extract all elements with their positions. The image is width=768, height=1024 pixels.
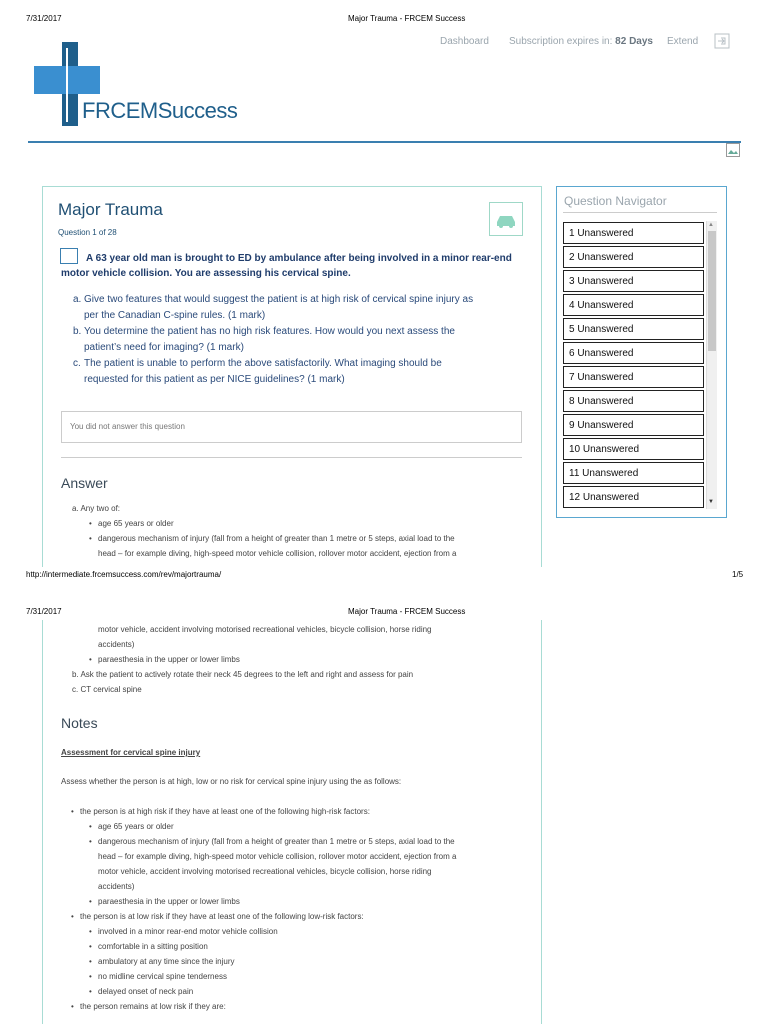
question-line-1: A 63 year old man is brought to ED by ambulance after being involved in a minor rear-end [86,253,512,264]
navigator-item[interactable]: 8 Unanswered [563,390,704,412]
answer-c: c. CT cervical spine [72,685,142,694]
answer-a-bullet-2-cont: head – for example diving, high-speed motor vehicle collision, rollover motor accident, ejection from a [98,549,457,558]
scroll-up-arrow[interactable]: ▲ [708,222,714,228]
car-icon [490,203,522,235]
notes-lr-item: • no midline cervical spine tenderness [98,969,540,984]
scroll-down-arrow[interactable]: ▼ [708,499,714,505]
print-date-p2: 7/31/2017 [26,607,62,616]
notes-hr-item-cont: accidents) [98,882,135,891]
logo-text: FRCEMSuccess [82,98,238,123]
navigator-item[interactable]: 10 Unanswered [563,438,704,460]
question-number: Question 1 of 28 [58,228,117,237]
logo[interactable] [34,42,244,126]
logout-icon[interactable] [714,33,730,49]
notes-lr-item: • delayed onset of neck pain [98,984,540,999]
notes-lr-item: • ambulatory at any time since the injury [98,954,540,969]
print-url: http://intermediate.frcemsuccess.com/rev/majortrauma/ [26,570,222,579]
answer-a-bullet-2-cont2: motor vehicle, accident involving motorised recreational vehicles, bicycle collision, horse riding [98,625,432,634]
flag-car-button[interactable] [489,202,523,236]
broken-image-icon [726,143,740,157]
print-title: Major Trauma - FRCEM Success [348,14,466,23]
answer-heading: Answer [61,475,108,491]
notes-lr-item: • comfortable in a sitting position [98,939,540,954]
answer-b: b. Ask the patient to actively rotate their neck 45 degrees to the left and right and assess for pain [72,670,414,679]
answer-a-bullet-2: • dangerous mechanism of injury (fall from a height of greater than 1 metre or 5 steps, axial load to the [98,531,532,546]
sub-question-a: a. Give two features that would suggest the patient is at high risk of cervical spine injury as per the Canadian C-spine rules. (1 mark) [73,294,474,321]
not-answered-notice: You did not answer this question [61,411,522,443]
print-page-number: 1/5 [732,570,744,579]
answer-a-intro: a. Any two of: [72,504,121,513]
navigator-title-underline [563,212,717,213]
notes-lr-item: • involved in a minor rear-end motor vehicle collision [98,924,540,939]
page-title: Major Trauma [58,200,163,219]
answer-separator [61,457,522,458]
navigator-item[interactable]: 11 Unanswered [563,462,704,484]
sub-question-b: b. You determine the patient has no high risk features. How would you next assess the patient’s need for imaging? (1 mark) [73,326,455,353]
answer-a-bullet-2-cont3: accidents) [98,640,135,649]
navigator-item[interactable]: 1 Unanswered [563,222,704,244]
navigator-item[interactable]: 4 Unanswered [563,294,704,316]
notes-hr-item: • age 65 years or older [98,819,540,834]
subscription-days: 82 Days [615,36,653,47]
notes-list [80,804,540,1014]
answer-body-p1 [72,501,532,561]
navigator-item[interactable]: 7 Unanswered [563,366,704,388]
subscription-label: Subscription expires in: [509,36,613,47]
navigator-scrollbar[interactable] [706,221,717,509]
notes-hr-item: • dangerous mechanism of injury (fall from a height of greater than 1 metre or 5 steps, axial load to the [98,834,540,849]
notes-low-risk: • the person is at low risk if they have at least one of the following low-risk factors: [80,909,540,924]
navigator-title: Question Navigator [564,194,667,208]
notes-heading: Notes [61,715,98,731]
sub-question-list [62,292,532,388]
sub-question-c: c. The patient is unable to perform the above satisfactorily. What imaging should be requested for this patient as per NICE guidelines? (1 mark) [73,358,442,385]
header-divider [28,141,741,143]
question-line-2: motor vehicle collision. You are assessing his cervical spine. [61,268,351,279]
print-date: 7/31/2017 [26,14,62,23]
answer-a-bullet-1: • age 65 years or older [98,516,532,531]
notes-hr-item: • paraesthesia in the upper or lower limbs [98,894,540,909]
scroll-thumb[interactable] [708,231,716,351]
notes-high-risk: • the person is at high risk if they have at least one of the following high-risk factors: [80,804,540,819]
navigator-item[interactable]: 9 Unanswered [563,414,704,436]
navigator-item[interactable]: 6 Unanswered [563,342,704,364]
notes-hr-item-cont: motor vehicle, accident involving motorised recreational vehicles, bicycle collision, horse riding [98,867,432,876]
notes-hr-item-cont: head – for example diving, high-speed motor vehicle collision, rollover motor accident, ejection from a [98,852,457,861]
navigator-item[interactable]: 5 Unanswered [563,318,704,340]
notes-intro: Assess whether the person is at high, low or no risk for cervical spine injury using the as follows: [61,777,402,786]
extend-link[interactable]: Extend [667,36,699,47]
question-text [61,251,531,281]
subscription-status [509,36,653,47]
navigator-item[interactable]: 12 Unanswered [563,486,704,508]
dashboard-link[interactable]: Dashboard [440,36,489,47]
notes-remains-low: • the person remains at low risk if they are: [80,999,540,1014]
navigator-item[interactable]: 2 Unanswered [563,246,704,268]
print-title-p2: Major Trauma - FRCEM Success [348,607,466,616]
answer-a-bullet-3: • paraesthesia in the upper or lower limbs [98,652,532,667]
navigator-item[interactable]: 3 Unanswered [563,270,704,292]
notes-subheading: Assessment for cervical spine injury [61,748,201,757]
answer-body-p2 [72,622,532,697]
